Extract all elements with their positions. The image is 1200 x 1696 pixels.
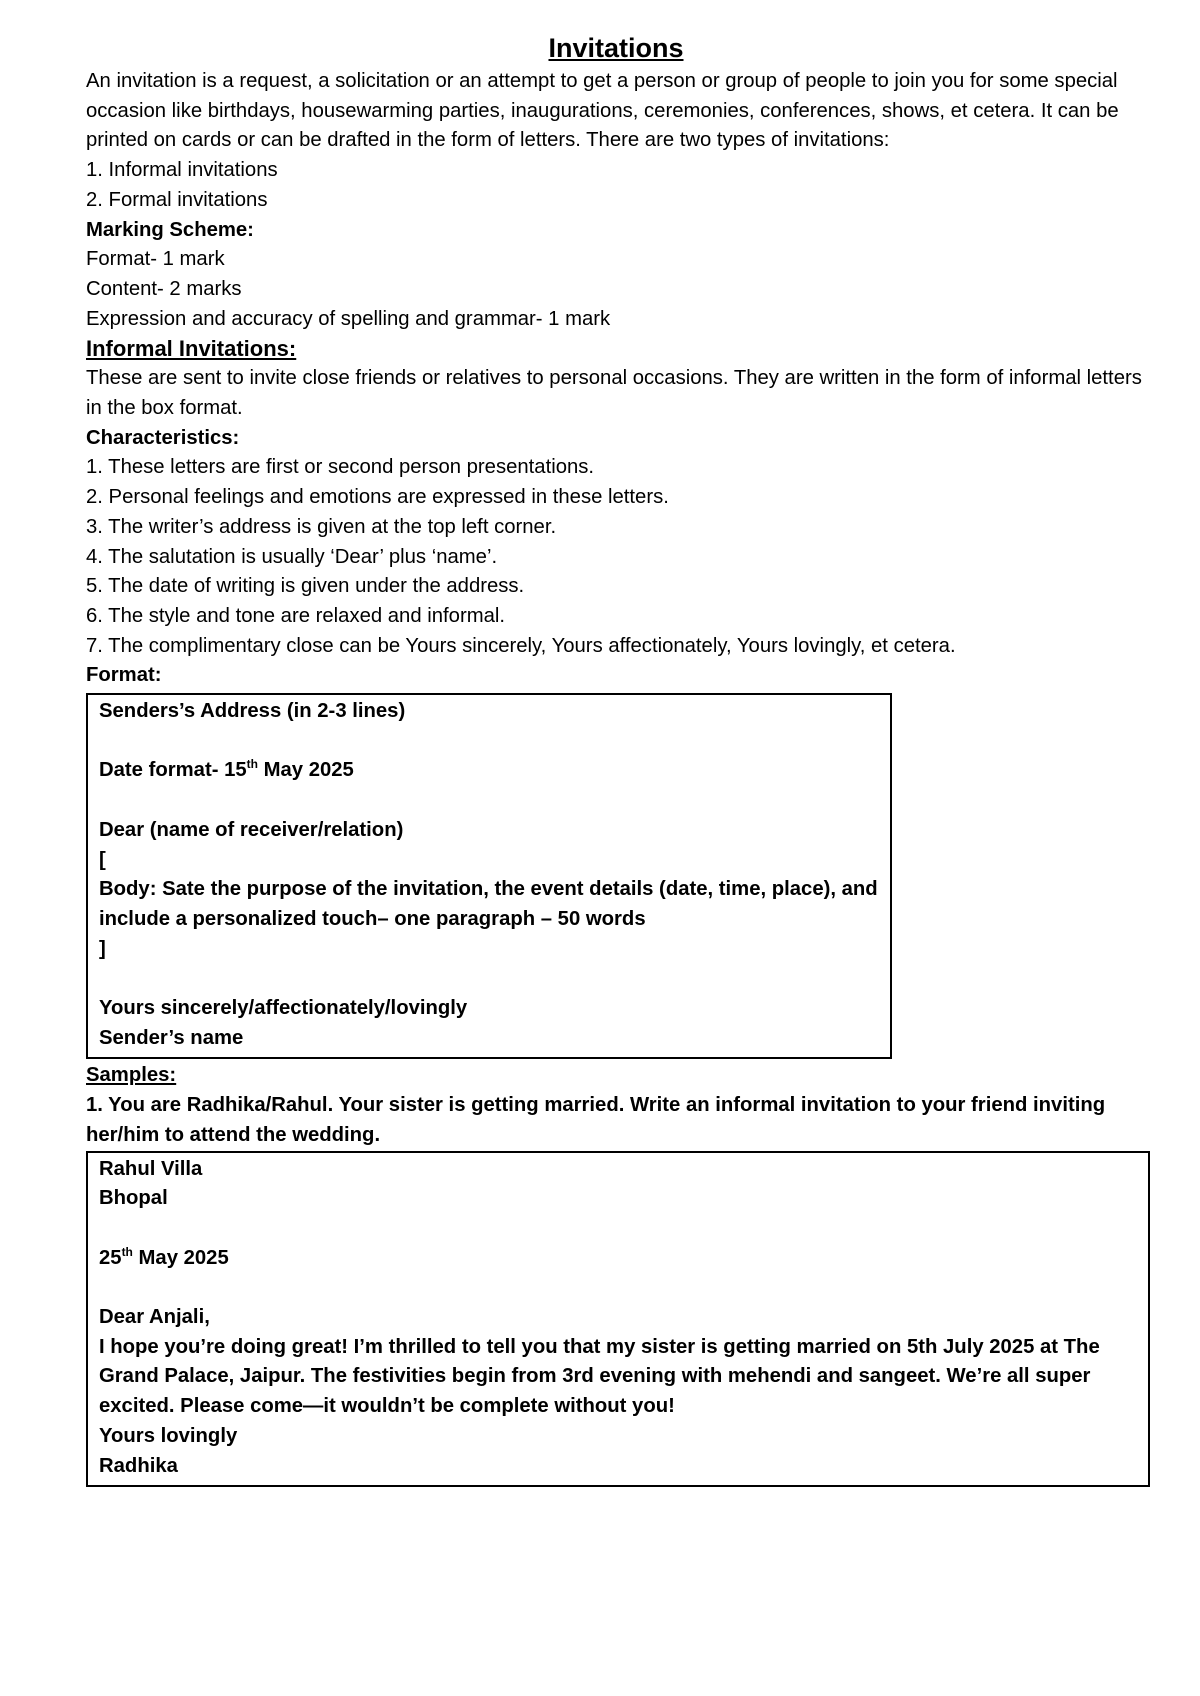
characteristic-item: 5. The date of writing is given under the address. [86,575,525,598]
letter-date: 25th May 2025 [99,1244,229,1269]
letter-salutation: Dear Anjali, [99,1306,210,1329]
document-page [86,30,1146,1487]
format-box [86,693,892,1059]
letter-sender-name: Radhika [99,1454,178,1477]
format-open-bracket: [ [99,848,106,871]
format-address: Senders’s Address (in 2-3 lines) [99,700,406,723]
marking-scheme-heading: Marking Scheme: [86,218,254,241]
format-sender-name: Sender’s name [99,1026,244,1049]
type-item: 1. Informal invitations [86,159,278,182]
samples-heading: Samples: [86,1064,177,1087]
characteristic-item: 4. The salutation is usually ‘Dear’ plus ‘name’. [86,545,498,568]
characteristic-item: 3. The writer’s address is given at the top left corner. [86,515,557,538]
letter-address-line: Bhopal [99,1187,168,1210]
characteristics-heading: Characteristics: [86,426,240,449]
sample-letter-box [86,1151,1150,1488]
intro-paragraph: An invitation is a request, a solicitation or an attempt to get a person or group of people to join you for some special occasion like birthdays, housewarming parties, inaugurations, ceremonies, conferences, shows, et cetera. It can be printed on cards or can be drafted in the form of letters. There are two types of invitations: [86,70,1119,152]
characteristic-item: 7. The complimentary close can be Yours sincerely, Yours affectionately, Yours lovingly, et cetera. [86,634,956,657]
characteristic-item: 1. These letters are first or second person presentations. [86,456,595,479]
format-closing: Yours sincerely/affectionately/lovingly [99,997,468,1020]
format-salutation: Dear (name of receiver/relation) [99,818,404,841]
sample-question: 1. You are Radhika/Rahul. Your sister is getting married. Write an informal invitation to your friend inviting her/him to attend the wedding. [86,1094,1106,1146]
page-title: Invitations [548,33,684,63]
format-heading: Format: [86,664,162,687]
type-item: 2. Formal invitations [86,188,268,211]
marking-item: Expression and accuracy of spelling and grammar- 1 mark [86,307,611,330]
letter-closing: Yours lovingly [99,1424,238,1447]
marking-item: Content- 2 marks [86,277,242,300]
characteristic-item: 6. The style and tone are relaxed and informal. [86,604,506,627]
letter-address-line: Rahul Villa [99,1157,203,1180]
letter-body: I hope you’re doing great! I’m thrilled to tell you that my sister is getting married on 5th July 2025 at The Grand Palace, Jaipur. The festivities begin from 3rd evening with mehendi and sangeet. We’re all super excited. Please come—it wouldn’t be complete without you! [99,1335,1100,1418]
informal-heading: Informal Invitations: [86,336,297,362]
characteristic-item: 2. Personal feelings and emotions are expressed in these letters. [86,486,669,509]
marking-item: Format- 1 mark [86,248,225,271]
format-date: Date format- 15th May 2025 [99,757,354,782]
format-close-bracket: ] [99,937,106,960]
informal-description: These are sent to invite close friends or relatives to personal occasions. They are written in the form of informal letters in the box format. [86,367,1142,420]
format-body: Body: Sate the purpose of the invitation, the event details (date, time, place), and include a personalized touch– one paragraph – 50 words [99,878,878,930]
